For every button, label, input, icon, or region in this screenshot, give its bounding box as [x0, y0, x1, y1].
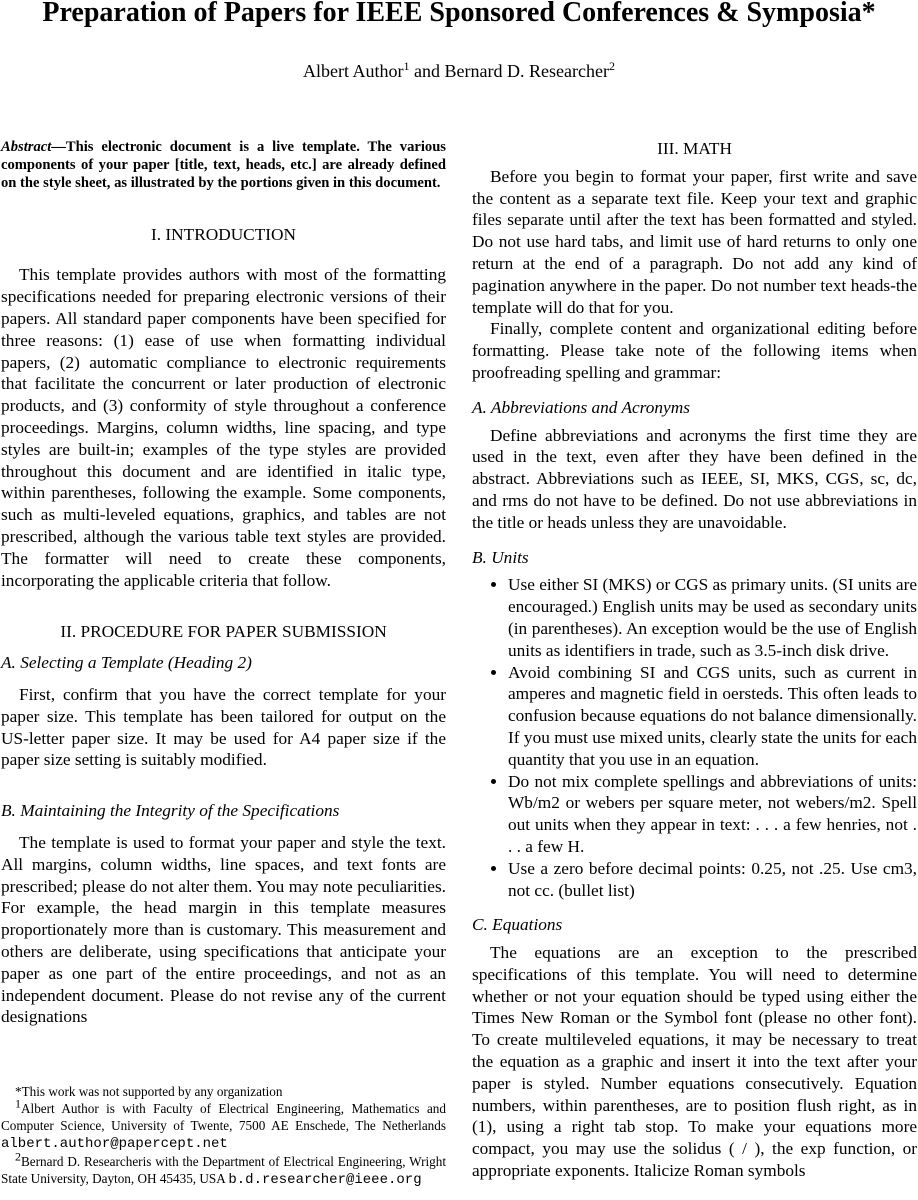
subsection-heading-integrity: B. Maintaining the Integrity of the Specifications	[1, 801, 340, 821]
units-bullet-list	[472, 574, 917, 901]
equations-paragraph: The equations are an exception to the prescribed specifications of this template. You will need to determine whether or not your equation should be typed using either the Times New Roman or the Symbol font (please no other font). To create multileveled equations, it may be necessary to treat the equation as a graphic and insert it into the text after your paper is styled. Number equations consecutively. Equation numbers, within parentheses, are to position flush right, as in (1), using a right tab stop. To make your equations more compact, you may use the solidus ( / ), the exp function, or appropriate exponents. Italicize Roman symbols	[472, 943, 917, 1181]
footnote-1-text: Albert Author is with Faculty of Electrical Engineering, Mathematics and Computer Science, University of Twente, 7500 AE Enschede, The Netherlands	[1, 1101, 446, 1134]
math-paragraph-2: Finally, complete content and organizational editing before formatting. Please take note of the following items when proofreading spelling and grammar:	[472, 319, 917, 382]
section-heading-procedure: II. PROCEDURE FOR PAPER SUBMISSION	[60, 622, 387, 642]
left-column	[1, 138, 446, 1028]
author-1-name: Albert Author	[303, 61, 404, 81]
footnote-author-1	[1, 1096, 446, 1153]
footnote-author-2	[1, 1149, 446, 1189]
selecting-template-paragraph: First, confirm that you have the correct template for your paper size. This template has been tailored for output on the US-letter paper size. It may be used for A4 paper size if the paper size setting is suitably modified.	[1, 684, 446, 770]
author-line	[0, 58, 918, 84]
subsection-heading-equations: C. Equations	[472, 915, 563, 935]
math-paragraph-1: Before you begin to format your paper, first write and save the content as a separate text file. Keep your text and graphic files separate until after the text has been formatted and styled. Do not use hard tabs, and limit use of hard returns to only one return at the end of a paragraph. Do not add any kind of pagination anywhere in the paper. Do not number text heads-the template will do that for you.	[472, 166, 917, 317]
footnote-1-email[interactable]: albert.author@papercept.net	[1, 1136, 228, 1153]
subsection-heading-selecting-template: A. Selecting a Template (Heading 2)	[1, 653, 252, 673]
integrity-paragraph: The template is used to format your paper and style the text. All margins, column widths, line spaces, and text fonts are prescribed; please do not alter them. You may note peculiarities. For example, the head margin in this template measures proportionately more than is customary. This measurement and others are deliberate, using specifications that anticipate your paper as one part of the entire proceedings, and not as an independent document. Please do not revise any of the current designations	[1, 832, 446, 1027]
author-2-name: Bernard D. Researcher	[444, 61, 609, 81]
introduction-paragraph: This template provides authors with most of the formatting specifications needed for preparing electronic versions of their papers. All standard paper components have been specified for three reasons: (1) ease of use when formatting individual papers, (2) automatic compliance to electronic requirements that facilitate the concurrent or later production of electronic products, and (3) conformity of style throughout a conference proceedings. Margins, column widths, line spacing, and type styles are built-in; examples of the type styles are provided throughout this document and are identified in italic type, within parentheses, following the example. Some components, such as multi-leveled equations, graphics, and tables are not prescribed, although the various table text styles are provided. The formatter will need to create these components, incorporating the applicable criteria that follow.	[1, 265, 446, 590]
author-2-mark: 2	[608, 59, 615, 73]
units-bullet-1: • Use either SI (MKS) or CGS as primary units. (SI units are encouraged.) English units may be used as secondary units (in parentheses). An exception would be the use of English units as identifiers in trade, such as 3.5-inch disk drive.	[508, 574, 917, 661]
footnote-2-mark: 2	[15, 1149, 21, 1164]
right-column	[472, 138, 917, 1182]
author-conjunction: and	[414, 61, 441, 81]
subsection-heading-units: B. Units	[472, 547, 529, 567]
units-bullet-2: • Avoid combining SI and CGS units, such as current in amperes and magnetic field in oersteds. This often leads to confusion because equations do not balance dimensionally. If you must use mixed units, clearly state the units for each quantity that you use in an equation.	[508, 662, 917, 771]
abbreviations-paragraph: Define abbreviations and acronyms the first time they are used in the text, even after they have been defined in the abstract. Abbreviations such as IEEE, SI, MKS, CGS, sc, dc, and rms do not have to be defined. Do not use abbreviations in the title or heads unless they are unavoidable.	[472, 425, 917, 532]
footnote-funding: *This work was not supported by any organization	[15, 1084, 283, 1099]
abstract-text: This electronic document is a live template. The various components of your paper [title, text, heads, etc.] are already defined on the style sheet, as illustrated by the portions given in this document.	[1, 139, 446, 192]
section-heading-introduction: I. INTRODUCTION	[151, 224, 296, 244]
footnote-2-text: Bernard D. Researcheris with the Department of Electrical Engineering, Wright State University, Dayton, OH 45435, USA	[1, 1154, 446, 1187]
abstract-label: Abstract	[1, 139, 52, 155]
units-bullet-4: • Use a zero before decimal points: 0.25, not .25. Use cm3, not cc. (bullet list)	[508, 858, 917, 902]
footnote-1-mark: 1	[15, 1096, 21, 1111]
section-heading-math: III. MATH	[657, 139, 732, 158]
abstract-dash: —	[51, 139, 66, 155]
author-1-mark: 1	[403, 59, 410, 73]
footnote-2-email[interactable]: b.d.researcher@ieee.org	[228, 1172, 422, 1189]
abstract	[1, 138, 446, 193]
subsection-heading-abbreviations: A. Abbreviations and Acronyms	[472, 397, 690, 417]
footnotes	[1, 1083, 446, 1190]
units-bullet-3: • Do not mix complete spellings and abbreviations of units: Wb/m2 or webers per square meter, not webers/m2. Spell out units when they appear in text: . . . a few henries, not . . . a few H.	[508, 771, 917, 858]
paper-title: Preparation of Papers for IEEE Sponsored Conferences & Symposia*	[42, 0, 876, 28]
